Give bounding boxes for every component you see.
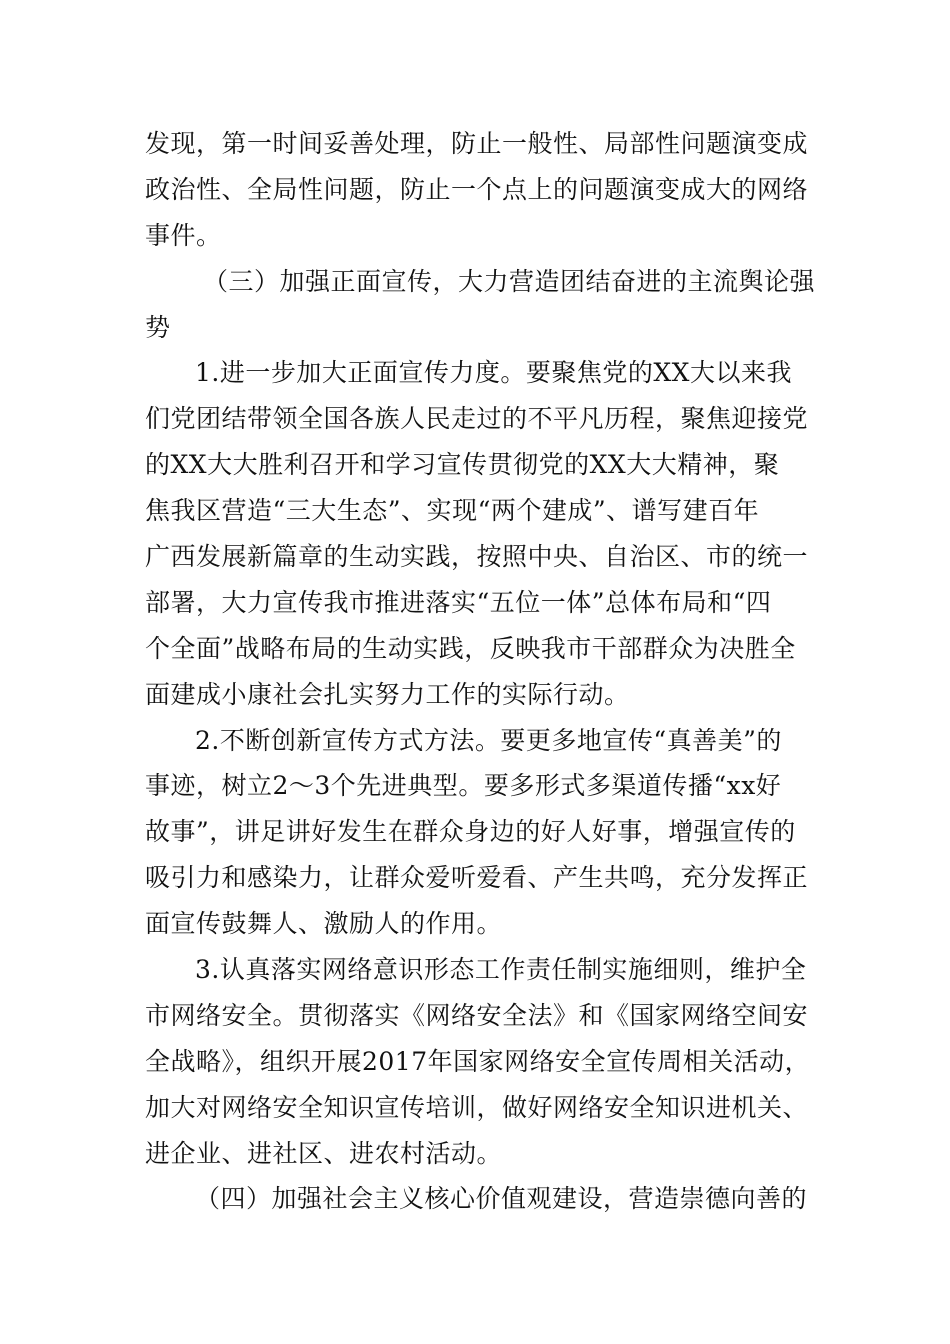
text-line: 广西发展新篇章的生动实践，按照中央、自治区、市的统一 [145,542,809,572]
text-line: 事件。 [145,220,222,250]
text-line: 市网络安全。贯彻落实《网络安全法》和《国家网络空间安 [145,1000,809,1030]
text-line: 们党团结带领全国各族人民走过的不平凡历程，聚焦迎接党 [145,404,809,434]
text-line: 面建成小康社会扎实努力工作的实际行动。 [145,679,630,709]
section-heading-continued: 势 [145,312,171,342]
text-line: 部署，大力宣传我市推进落实“五位一体”总体布局和“四 [145,587,772,617]
text-line: 吸引力和感染力，让群众爱听爱看、产生共鸣，充分发挥正 [145,863,809,893]
text-line: 全战略》，组织开展2017年国家网络安全宣传周相关活动， [145,1046,811,1076]
paragraph-start: 1.进一步加大正面宣传力度。要聚焦党的XX大以来我 [195,358,792,388]
text-line: 焦我区营造“三大生态”、实现“两个建成”、谱写建百年 [145,496,760,526]
text-line: 加大对网络安全知识宣传培训，做好网络安全知识进机关、 [145,1092,809,1122]
text-line: 政治性、全局性问题，防止一个点上的问题演变成大的网络 [145,174,809,204]
body-text [145,121,816,1222]
text-line: 进企业、进社区、进农村活动。 [145,1138,503,1168]
section-heading: （三）加强正面宣传，大力营造团结奋进的主流舆论强 [203,266,816,296]
paragraph-start: 3.认真落实网络意识形态工作责任制实施细则，维护全 [195,955,807,985]
text-line: 事迹，树立2～3个先进典型。要多形式多渠道传播“xx好 [145,771,782,801]
text-line: 的XX大大胜利召开和学习宣传贯彻党的XX大大精神，聚 [145,450,780,480]
text-line: 故事”，讲足讲好发生在群众身边的好人好事，增强宣传的 [145,817,796,847]
section-heading: （四）加强社会主义核心价值观建设，营造崇德向善的 [195,1184,808,1214]
text-line: 面宣传鼓舞人、激励人的作用。 [145,909,503,939]
paragraph-start: 2.不断创新宣传方式方法。要更多地宣传“真善美”的 [195,725,782,755]
text-line: 个全面”战略布局的生动实践，反映我市干部群众为决胜全 [145,633,796,663]
text-line: 发现，第一时间妥善处理，防止一般性、局部性问题演变成 [145,129,809,158]
